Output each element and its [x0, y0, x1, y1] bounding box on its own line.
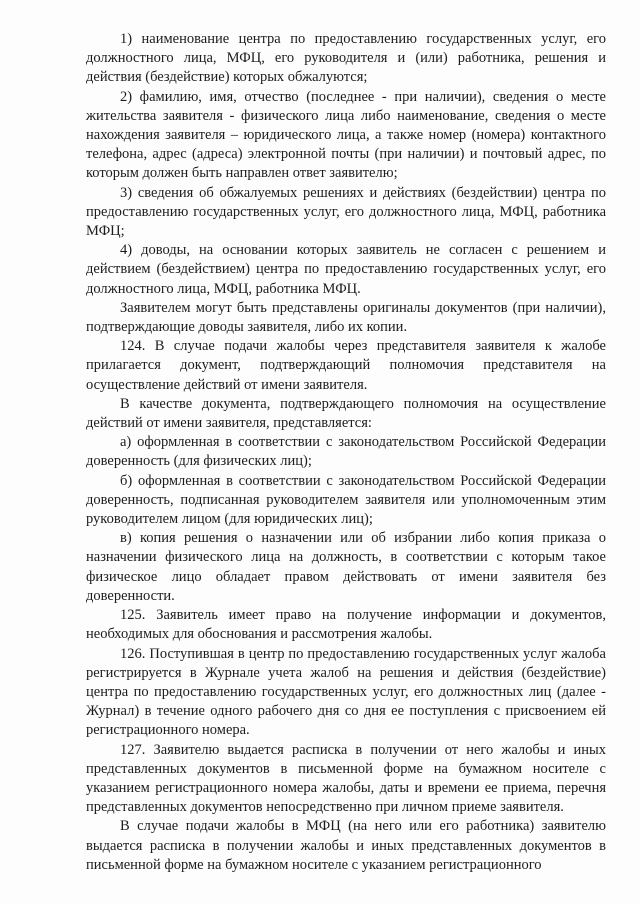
- paragraph-authority-documents: В качестве документа, подтверждающего полномочия на осуществление действий от имени заявителя, представляется:: [86, 395, 606, 432]
- paragraph-applicant-documents: Заявителем могут быть представлены оригиналы документов (при наличии), подтверждающие доводы заявителя, либо их копии.: [86, 299, 606, 336]
- paragraph-item-v: в) копия решения о назначении или об избрании либо копия приказа о назначении физического лица на должность, в соответствии с которым такое физическое лицо обладает правом действовать от имени заявителя без доверенности.: [86, 530, 606, 604]
- paragraph-mfc-receipt: В случае подачи жалобы в МФЦ (на него или его работника) заявителю выдается расписка в получении жалобы и иных представленных документов в письменной форме на бумажном носителе с указанием регистрационного: [86, 818, 606, 873]
- paragraph-item-4: 4) доводы, на основании которых заявитель не согласен с решением и действием (бездействием) центра по предоставлению государственных услуг, его должностного лица, МФЦ, работника МФЦ.: [86, 242, 606, 297]
- paragraph-item-b: б) оформленная в соответствии с законодательством Российской Федерации доверенность, подписанная руководителем заявителя или уполномоченным этим руководителем лицом (для юридических лиц);: [86, 472, 606, 528]
- paragraph-125: 125. Заявитель имеет право на получение информации и документов, необходимых для обоснования и рассмотрения жалобы.: [86, 607, 606, 643]
- paragraph-124: 124. В случае подачи жалобы через представителя заявителя к жалобе прилагается документ, подтверждающий полномочия представителя на осуществление действий от имени заявителя.: [86, 338, 606, 393]
- document-body: [86, 30, 606, 875]
- paragraph-item-2: 2) фамилию, имя, отчество (последнее - при наличии), сведения о месте жительства заявителя - физического лица либо наименование, сведения о месте нахождения заявителя – юридического лица, а также номер (номера) контактного телефона, адрес (адреса) электронной почты (при наличии) и почтовый адрес, по которым должен быть направлен ответ заявителю;: [86, 88, 606, 182]
- paragraph-item-a: а) оформленная в соответствии с законодательством Российской Федерации доверенность (для физических лиц);: [86, 434, 606, 470]
- paragraph-126: 126. Поступившая в центр по предоставлению государственных услуг жалоба регистрируется в Журнале учета жалоб на решения и действия (бездействие) центра по предоставлению государственных услуг, его должностных лиц (далее - Журнал) в течение одного рабочего дня со дня ее поступления с присвоением ей регистрационного номера.: [86, 645, 606, 739]
- paragraph-127: 127. Заявителю выдается расписка в получении от него жалобы и иных представленных документов в письменной форме на бумажном носителе с указанием регистрационного номера жалобы, даты и времени ее приема, перечня представленных документов непосредственно при личном приеме заявителя.: [86, 741, 606, 816]
- paragraph-item-1: 1) наименование центра по предоставлению государственных услуг, его должностного лица, МФЦ, его руководителя и (или) работника, решения и действия (бездействие) которых обжалуются;: [86, 31, 606, 86]
- paragraph-item-3: 3) сведения об обжалуемых решениях и действиях (бездействии) центра по предоставлению государственных услуг, его должностного лица, МФЦ, работника МФЦ;: [86, 184, 606, 240]
